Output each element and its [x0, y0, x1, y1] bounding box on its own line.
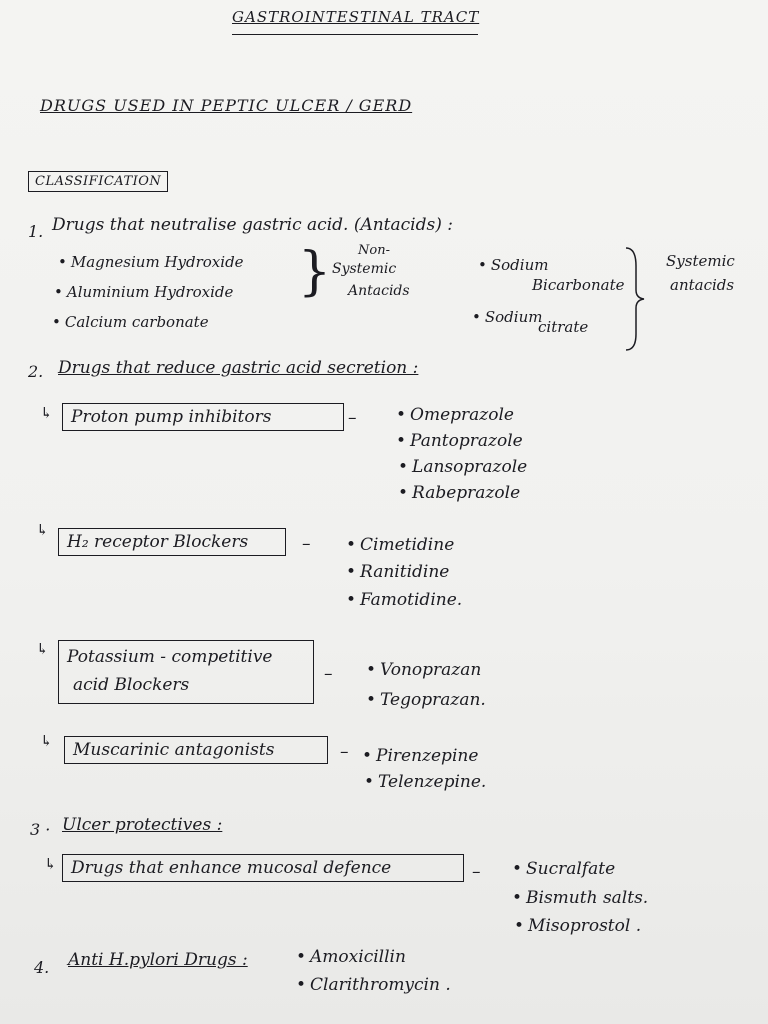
- dash: –: [302, 534, 311, 554]
- list-item: • Clarithromycin .: [296, 975, 451, 995]
- dash: –: [324, 664, 333, 684]
- group-label: Proton pump inhibitors: [62, 403, 344, 431]
- list-item: • Sodium: [478, 256, 548, 274]
- group-label-box: [58, 640, 314, 704]
- group-label-line-1: Potassium - competitive: [67, 647, 273, 667]
- list-item: • Vonoprazan: [366, 660, 481, 680]
- title-underline: [232, 34, 478, 35]
- non-systemic-brace: }: [298, 242, 332, 302]
- list-item: • Lansoprazole: [398, 457, 527, 477]
- list-item: • Omeprazole: [396, 405, 514, 425]
- group-label: Drugs that enhance mucosal defence: [62, 854, 464, 882]
- list-item: • Misoprostol .: [514, 916, 641, 936]
- group-label: Muscarinic antagonists: [64, 736, 328, 764]
- dash: –: [348, 408, 357, 428]
- list-item: • Amoxicillin: [296, 947, 406, 967]
- list-item: • Pantoprazole: [396, 431, 523, 451]
- section-3-number: 3 ·: [30, 820, 51, 839]
- list-item-continued: citrate: [538, 318, 589, 336]
- list-item: • Magnesium Hydroxide: [58, 253, 244, 271]
- arrow-icon: ↳: [36, 521, 49, 539]
- page-title: GASTROINTESTINAL TRACT: [232, 8, 480, 26]
- systemic-brace: [622, 246, 648, 352]
- arrow-icon: ↳: [36, 640, 49, 658]
- list-item: • Bismuth salts.: [512, 888, 648, 908]
- non-systemic-label-1: Non-: [358, 243, 390, 258]
- section-2-heading: Drugs that reduce gastric acid secretion :: [58, 358, 419, 378]
- group-label: H₂ receptor Blockers: [58, 528, 286, 556]
- list-item: • Pirenzepine: [362, 746, 478, 766]
- list-item: • Telenzepine.: [364, 772, 486, 792]
- list-item: • Ranitidine: [346, 562, 449, 582]
- section-2-number: 2.: [28, 362, 44, 381]
- list-item: • Aluminium Hydroxide: [54, 283, 233, 301]
- arrow-icon: ↳: [40, 404, 53, 422]
- list-item: • Cimetidine: [346, 535, 454, 555]
- non-systemic-label-2: Systemic: [332, 261, 397, 277]
- non-systemic-label-3: Antacids: [348, 283, 410, 299]
- section-4-heading: Anti H.pylori Drugs :: [68, 950, 248, 970]
- section-3-heading: Ulcer protectives :: [62, 815, 223, 835]
- dash: –: [472, 862, 481, 882]
- group-label-line-2: acid Blockers: [73, 675, 190, 695]
- arrow-icon: ↳: [44, 855, 57, 873]
- systemic-label-1: Systemic: [666, 252, 735, 270]
- list-item: • Tegoprazan.: [366, 690, 486, 710]
- list-item: • Sucralfate: [512, 859, 615, 879]
- section-1-heading: Drugs that neutralise gastric acid. (Antacids) :: [52, 215, 453, 235]
- systemic-label-2: antacids: [670, 276, 735, 294]
- list-item: • Calcium carbonate: [52, 313, 209, 331]
- section-1-number: 1.: [28, 222, 44, 241]
- list-item: • Famotidine.: [346, 590, 462, 610]
- section-4-number: 4.: [34, 958, 50, 977]
- list-item-continued: Bicarbonate: [532, 276, 625, 294]
- list-item: • Rabeprazole: [398, 483, 520, 503]
- main-heading: DRUGS USED IN PEPTIC ULCER / GERD: [40, 96, 413, 115]
- list-item: • Sodium: [472, 308, 542, 326]
- arrow-icon: ↳: [40, 732, 53, 750]
- dash: –: [340, 742, 349, 762]
- classification-label: CLASSIFICATION: [28, 171, 168, 192]
